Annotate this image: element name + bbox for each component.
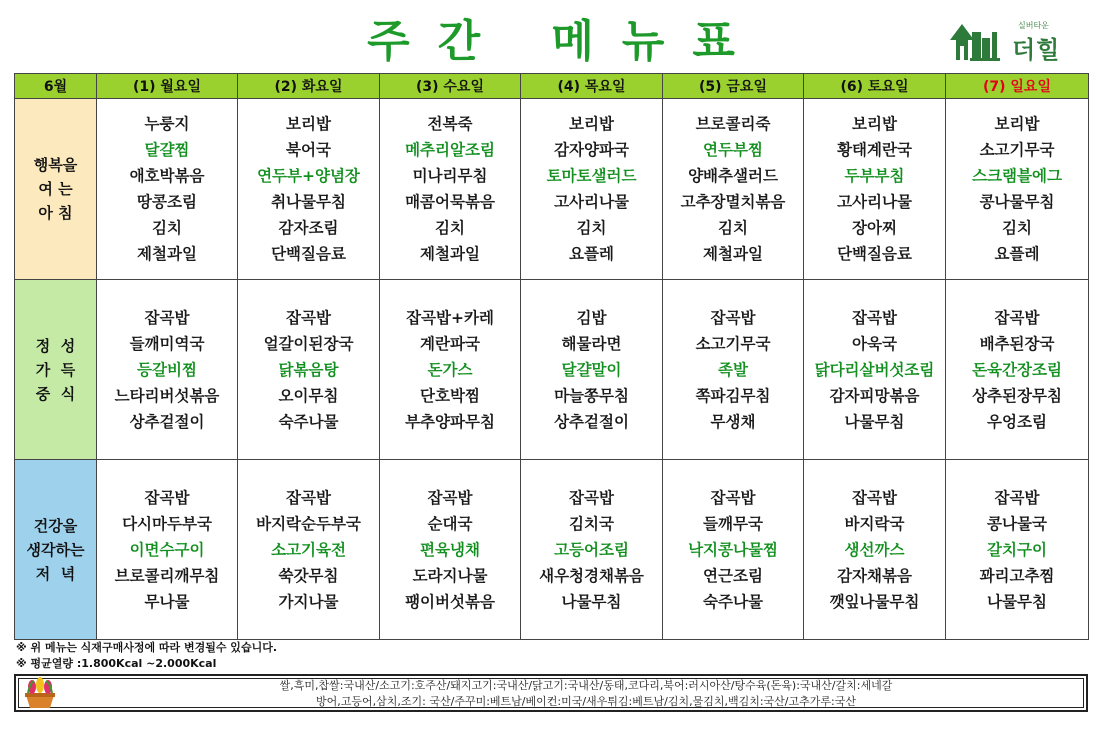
main-dish: 토마토샐러드: [546, 167, 637, 185]
meal-label-line: 저 녁: [35, 564, 76, 583]
dish: 감자피망볶음: [829, 386, 920, 405]
dish: 감자양파국: [554, 141, 629, 159]
day-header: (6) 토요일: [804, 74, 946, 99]
dish: 감자조림: [278, 219, 339, 237]
main-dish: 돈가스: [427, 360, 473, 379]
dish-list: [238, 111, 379, 267]
main-dish: 족발: [718, 360, 748, 379]
dish: 콩나물무침: [979, 193, 1055, 211]
menu-cell: [521, 280, 663, 460]
dish: 잡곡밥: [286, 308, 331, 327]
day-header: (1) 월요일: [97, 74, 238, 99]
dish: 깻잎나물무침: [829, 592, 920, 611]
dish: 꽈리고추찜: [979, 566, 1055, 585]
dish: 땅콩조림: [137, 193, 197, 211]
main-dish: 소고기육전: [271, 540, 346, 559]
dish: 쑥갓무침: [278, 566, 339, 585]
flower-pot-icon: [20, 677, 60, 709]
dish-list: [238, 305, 379, 435]
dish: 무생채: [710, 412, 756, 431]
dish: 들깨미역국: [129, 334, 205, 353]
dish: 보리밥: [852, 115, 897, 133]
dinner-label: [15, 460, 97, 640]
dish: 나물무침: [561, 592, 622, 611]
dish: 얼갈이된장국: [263, 334, 354, 353]
logo-subtitle: 실버타운: [1018, 21, 1049, 30]
dish: 나물무침: [987, 592, 1047, 611]
dish: 보리밥: [286, 115, 331, 133]
dish-list: [97, 305, 237, 435]
dish: 마늘쫑무침: [554, 386, 629, 405]
main-dish: 두부부침: [844, 167, 905, 185]
menu-cell: [97, 99, 238, 280]
dish: 오이무침: [278, 386, 339, 405]
dish: 김밥: [576, 308, 607, 327]
menu-cell: [946, 460, 1089, 640]
meal-label-line: 행복을: [33, 156, 78, 174]
dish: 잡곡밥: [569, 488, 614, 507]
dish: 배추된장국: [979, 334, 1055, 353]
main-dish: 달걀말이: [561, 360, 622, 379]
dish-list: [238, 485, 379, 615]
menu-cell: [804, 460, 946, 640]
main-dish: 스크램블에그: [972, 167, 1062, 185]
dish: 잡곡밥+카레: [406, 308, 494, 327]
dish: 나물무침: [844, 412, 905, 431]
origin-text: [86, 678, 1086, 710]
dish-list: [97, 485, 237, 615]
dish: 계란파국: [420, 334, 480, 353]
dish: 고사리나물: [837, 193, 912, 211]
main-dish: 고등어조림: [554, 540, 629, 559]
menu-cell: [238, 99, 380, 280]
meal-label-line: 정 성: [35, 336, 76, 355]
dish-list: [380, 485, 520, 615]
dish: 단백질음료: [271, 245, 346, 263]
dish: 잡곡밥: [286, 488, 331, 507]
dish: 잡곡밥: [144, 308, 190, 327]
main-dish: 돈육간장조림: [972, 360, 1062, 379]
menu-cell: [97, 280, 238, 460]
dish: 감자채볶음: [837, 566, 912, 585]
meal-label-line: 가 득: [35, 360, 76, 379]
menu-cell: [238, 460, 380, 640]
menu-cell: [238, 280, 380, 460]
dish: 김치국: [569, 514, 614, 533]
dish-list: [663, 485, 803, 615]
dish: 보리밥: [994, 115, 1040, 133]
main-dish: 연두부+양념장: [257, 167, 360, 185]
menu-cell: [663, 460, 804, 640]
menu-cell: [946, 99, 1089, 280]
menu-cell: [97, 460, 238, 640]
menu-cell: [380, 280, 521, 460]
menu-cell: [380, 99, 521, 280]
dish-list: [946, 111, 1088, 267]
dish: 해물라면: [561, 334, 622, 353]
dish: 브로콜리깨무침: [114, 566, 220, 585]
dish-list: [97, 111, 237, 267]
dish-list: [804, 485, 945, 615]
notes: [16, 640, 277, 672]
dish: 새우청경채볶음: [539, 566, 644, 585]
dish: 고사리나물: [554, 193, 629, 211]
dish: 제철과일: [703, 245, 763, 263]
dish-list: [521, 485, 662, 615]
dish: 잡곡밥: [852, 488, 897, 507]
dish-list: [663, 111, 803, 267]
dish: 황태계란국: [837, 141, 912, 159]
meal-label-line: 아 침: [38, 204, 73, 222]
dish: 잡곡밥: [144, 488, 190, 507]
dinner-row: [15, 460, 1089, 640]
note-change: ※ 위 메뉴는 식재구매사정에 따라 변경될수 있습니다.: [16, 641, 277, 654]
dish: 잡곡밥: [852, 308, 897, 327]
dish-list: [804, 305, 945, 435]
main-dish: 이면수구이: [129, 540, 205, 559]
dish: 도라지나물: [412, 566, 488, 585]
main-dish: 연두부찜: [703, 141, 763, 159]
page-title: 주간 메뉴표: [367, 16, 763, 67]
dish: 느타리버섯볶음: [114, 386, 220, 405]
dish: 단백질음료: [837, 245, 912, 263]
dish: 브로콜리죽: [695, 115, 771, 133]
main-dish: 갈치구이: [987, 540, 1047, 559]
month-header: 6월: [15, 74, 97, 99]
dish: 잡곡밥: [994, 308, 1040, 327]
dish: 취나물무침: [271, 193, 346, 211]
dish: 미나리무침: [412, 167, 488, 185]
main-dish: 편육냉채: [420, 540, 480, 559]
dish: 아욱국: [852, 334, 897, 353]
menu-cell: [521, 99, 663, 280]
main-dish: 등갈비찜: [137, 360, 197, 379]
dish: 무나물: [144, 592, 190, 611]
origin-info-box: [14, 674, 1088, 712]
dish: 소고기무국: [695, 334, 771, 353]
dish: 소고기무국: [979, 141, 1055, 159]
logo-name: 더힐: [1012, 36, 1061, 64]
main-dish: 닭볶음탕: [278, 360, 339, 379]
menu-cell: [804, 99, 946, 280]
dish: 제철과일: [137, 245, 197, 263]
dish: 김치: [152, 219, 182, 237]
dish: 제철과일: [420, 245, 480, 263]
breakfast-label: [15, 99, 97, 280]
dish: 단호박찜: [420, 386, 480, 405]
weekly-menu-table: [14, 73, 1089, 640]
breakfast-row: [15, 99, 1089, 280]
main-dish: 달걀찜: [144, 141, 190, 159]
dish: 잡곡밥: [710, 488, 756, 507]
note-calories: ※ 평균열량 :1.800Kcal ~2.000Kcal: [16, 657, 217, 670]
day-header: (2) 화요일: [238, 74, 380, 99]
day-header-sunday: (7) 일요일: [946, 74, 1089, 99]
dish: 콩나물국: [987, 514, 1047, 533]
dish-list: [663, 305, 803, 435]
menu-cell: [380, 460, 521, 640]
dish: 상추겉절이: [129, 412, 205, 431]
dish: 숙주나물: [703, 592, 763, 611]
dish: 바지락순두부국: [256, 514, 361, 533]
dish-list: [521, 305, 662, 435]
menu-cell: [663, 280, 804, 460]
menu-cell: [946, 280, 1089, 460]
main-dish: 낙지콩나물찜: [688, 540, 778, 559]
dish: 다시마두부국: [122, 514, 212, 533]
dish-list: [521, 111, 662, 267]
origin-line: 방어,고등어,삼치,조기: 국산/주꾸미:베트남/베이컨:미국/새우튀김:베트남/김치,물김치,백김치:국산/고추가루:국산: [316, 695, 856, 708]
dish: 보리밥: [569, 115, 614, 133]
dish: 잡곡밥: [710, 308, 756, 327]
dish: 양배추샐러드: [688, 167, 778, 185]
dish-list: [946, 485, 1088, 615]
day-header: (3) 수요일: [380, 74, 521, 99]
dish: 누룽지: [144, 115, 190, 133]
dish: 바지락국: [844, 514, 905, 533]
dish: 연근조림: [703, 566, 763, 585]
dish: 들깨무국: [703, 514, 763, 533]
menu-cell: [804, 280, 946, 460]
dish: 순대국: [427, 514, 473, 533]
dish-list: [380, 111, 520, 267]
dish: 부추양파무침: [405, 412, 495, 431]
dish: 김치: [1002, 219, 1032, 237]
dish: 우엉조림: [987, 412, 1047, 431]
dish: 김치: [435, 219, 465, 237]
main-dish: 닭다리살버섯조림: [814, 360, 935, 379]
dish-list: [946, 305, 1088, 435]
dish: 요플레: [569, 245, 614, 263]
dish: 고추장멸치볶음: [680, 193, 786, 211]
meal-label-line: 생각하는: [26, 540, 85, 559]
dish: 숙주나물: [278, 412, 339, 431]
dish-list: [380, 305, 520, 435]
meal-label-line: 여 는: [38, 180, 73, 198]
header-row: [15, 74, 1089, 99]
dish-list: [804, 111, 945, 267]
menu-cell: [521, 460, 663, 640]
meal-label-line: 중 식: [35, 384, 76, 403]
dish: 요플레: [994, 245, 1040, 263]
dish: 잡곡밥: [994, 488, 1040, 507]
dish: 김치: [718, 219, 748, 237]
dish: 김치: [576, 219, 607, 237]
menu-cell: [663, 99, 804, 280]
dish: 장아찌: [852, 219, 897, 237]
lunch-row: [15, 280, 1089, 460]
meal-label-line: 건강을: [33, 516, 78, 535]
dish: 매콤어묵볶음: [405, 193, 495, 211]
dish: 팽이버섯볶음: [405, 592, 495, 611]
main-dish: 메추리알조림: [405, 141, 495, 159]
dish: 북어국: [286, 141, 331, 159]
dish: 가지나물: [278, 592, 339, 611]
origin-line: 쌀,흑미,찹쌀:국내산/소고기:호주산/돼지고기:국내산/닭고기:국내산/동태,코다리,북어:러시아산/탕수육(돈육):국내산/갈치:세네갈: [279, 679, 893, 692]
dish: 잡곡밥: [427, 488, 473, 507]
dish: 상추겉절이: [554, 412, 629, 431]
day-header: (5) 금요일: [663, 74, 804, 99]
lunch-label: [15, 280, 97, 460]
dish: 전복죽: [427, 115, 473, 133]
day-header: (4) 목요일: [521, 74, 663, 99]
main-dish: 생선까스: [844, 540, 905, 559]
dish: 쪽파김무침: [695, 386, 771, 405]
dish: 상추된장무침: [972, 386, 1062, 405]
dish: 애호박볶음: [129, 167, 205, 185]
